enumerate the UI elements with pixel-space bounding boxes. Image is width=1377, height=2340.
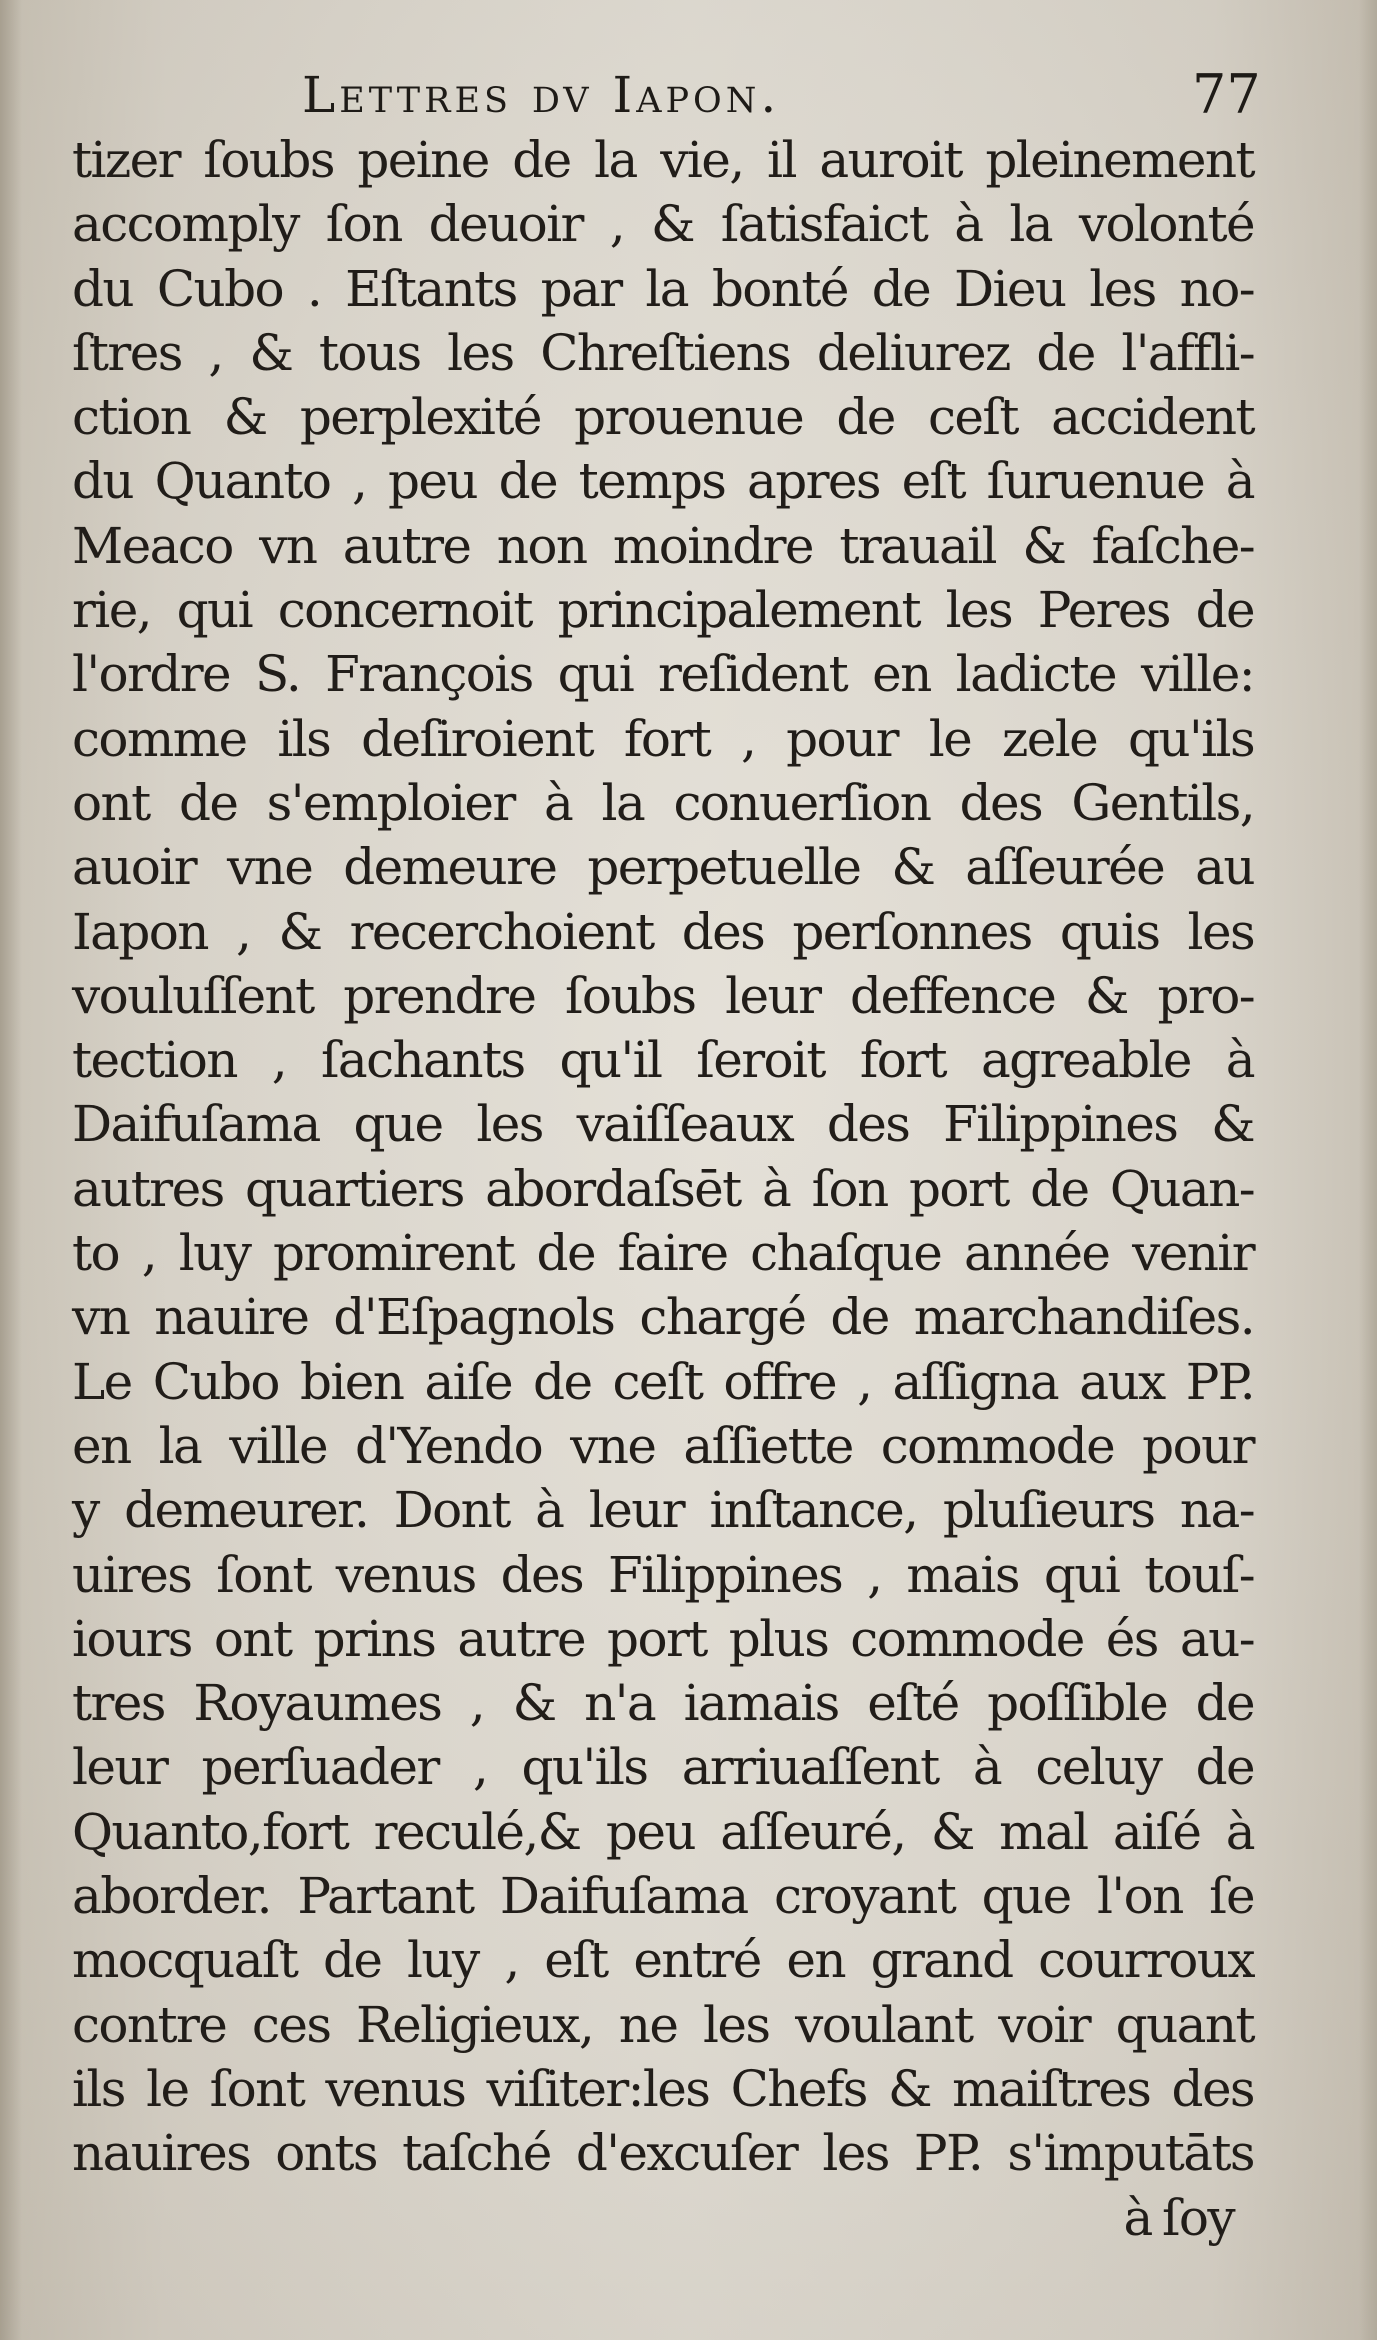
text-line: du Quanto , peu de temps apres eſt ſuruenue à (72, 452, 1254, 511)
running-title: Lettres dv Iapon. (302, 66, 781, 124)
text-line: to , luy promirent de faire chaſque année venir (72, 1224, 1254, 1283)
text-line: ils le ſont venus viſiter:les Chefs & maiſtres des (72, 2059, 1254, 2118)
text-line: tizer ſoubs peine de la vie, il auroit pleinement (72, 131, 1254, 189)
text-line: Daifuſama que les vaiſſeaux des Filippines & (72, 1095, 1254, 1154)
text-line: uires ſont venus des Filippines , mais qui touſ- (72, 1545, 1254, 1604)
text-line: y demeurer. Dont à leur inſtance, pluſieurs na- (72, 1481, 1254, 1540)
text-line: l'ordre S. François qui reſident en ladicte ville: (72, 645, 1254, 704)
page-shadow-left (0, 0, 22, 2340)
text-line: Quanto,fort reculé,& peu aſſeuré, & mal aiſé à (72, 1802, 1254, 1861)
text-line: ſtres , & tous les Chreſtiens deliurez de l'affli- (72, 323, 1254, 382)
text-line: auoir vne demeure perpetuelle & aſſeurée au (72, 838, 1254, 897)
text-line: vn nauire d'Eſpagnols chargé de marchandiſes. (72, 1288, 1254, 1347)
text-line: aborder. Partant Daifuſama croyant que l'on ſe (72, 1867, 1254, 1926)
text-line: leur perſuader , qu'ils arriuaſſent à celuy de (72, 1738, 1254, 1797)
text-line: Iapon , & recerchoient des perſonnes quis les (72, 902, 1254, 961)
text-line: iours ont prins autre port plus commode és au- (72, 1609, 1254, 1668)
catchword: à ſoy (1123, 2188, 1234, 2247)
text-line: en la ville d'Yendo vne aſſiette commode pour (72, 1416, 1254, 1475)
body-text (72, 128, 1254, 2250)
text-line: tres Royaumes , & n'a iamais eſté poſſible de (72, 1674, 1254, 1733)
text-line: vouluſſent prendre ſoubs leur deffence & pro- (72, 966, 1254, 1025)
page-header (70, 60, 1270, 130)
text-line: du Cubo . Eſtants par la bonté de Dieu les no- (72, 259, 1254, 318)
text-line: tection , ſachants qu'il ſeroit fort agreable à (72, 1031, 1254, 1090)
text-line: nauires onts taſché d'excuſer les PP. s'imputāts (72, 2124, 1254, 2183)
text-line: rie, qui concernoit principalement les Peres de (72, 581, 1254, 640)
text-line: Meaco vn autre non moindre trauail & faſche- (72, 516, 1254, 575)
text-line: accomply ſon deuoir , & ſatisfaict à la volonté (72, 195, 1254, 254)
text-line: Le Cubo bien aiſe de ceſt offre , aſſigna aux PP. (72, 1352, 1254, 1411)
text-line: mocquaſt de luy , eſt entré en grand courroux (72, 1931, 1254, 1990)
page-shadow-right (1359, 0, 1377, 2340)
text-line: comme ils deſiroient fort , pour le zele qu'ils (72, 709, 1254, 768)
text-line: autres quartiers abordaſsēt à ſon port de Quan- (72, 1159, 1254, 1218)
page-number: 77 (1192, 63, 1261, 126)
text-line: ont de s'emploier à la conuerſion des Gentils, (72, 773, 1254, 832)
text-line: contre ces Religieux, ne les voulant voir quant (72, 1995, 1254, 2054)
text-line: ction & perplexité prouenue de ceſt accident (72, 388, 1254, 447)
